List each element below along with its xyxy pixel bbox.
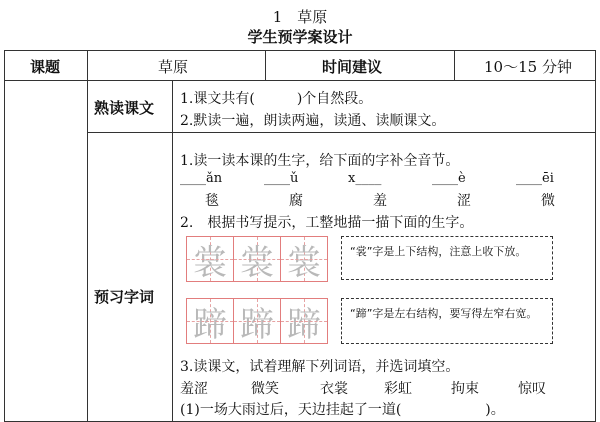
tracing-box-2: 裳 [233,236,281,282]
word-choice-6: 惊叹 [518,381,546,397]
read-label: 熟读课文 [94,99,155,117]
word-choice-2: 微笑 [251,381,279,397]
writing-tip-1: “裳”字是上下结构，注意上收下放。 [341,236,553,280]
topic-label: 课题 [30,58,61,76]
read-item-2: 2.默读一遍，朗读两遍，读通、读顺课文。 [180,113,446,129]
read-item-1: 1.课文共有( )个自然段。 [180,91,373,107]
word-choice-1: 羞涩 [180,381,208,397]
fill-sentence-1: (1)一场大雨过后，天边挂起了一道( )。 [180,402,505,418]
pinyin-blank-1: ____ǎn [180,171,223,186]
time-value: 10～15 分钟 [484,58,572,76]
tracing-box-3: 裳 [280,236,328,282]
tracing-box-6: 蹄 [280,298,328,344]
pinyin-blank-5: ____ēi [516,171,554,186]
tracing-box-4: 蹄 [186,298,234,344]
lesson-title: 1 草原 [272,8,328,26]
char-2: 腐 [289,193,303,209]
word-choice-5: 拘束 [451,381,479,397]
char-5: 微 [541,193,555,209]
pinyin-blank-2: ____ǔ [264,171,299,186]
tracing-box-1: 裳 [186,236,234,282]
topic-value: 草原 [158,58,189,76]
question-2: 2. 根据书写提示，工整地描一描下面的生字。 [180,215,474,231]
pinyin-blank-3: x____ [348,171,382,186]
page-subtitle: 学生预学案设计 [247,28,353,46]
topic-col [4,50,88,422]
word-choice-4: 彩虹 [384,381,412,397]
question-3: 3.读课文，试着理解下列词语，并选词填空。 [180,359,460,375]
writing-tip-2: “蹄”字是左右结构，要写得左窄右宽。 [341,298,553,344]
word-choice-3: 衣裳 [320,381,348,397]
tracing-box-5: 蹄 [233,298,281,344]
char-4: 涩 [457,193,471,209]
words-label: 预习字词 [94,288,155,306]
words-label-cell [87,132,173,422]
char-1: 毯 [205,193,219,209]
char-3: 羞 [373,193,387,209]
time-label: 时间建议 [322,58,383,76]
pinyin-blank-4: ____è [432,171,466,186]
question-1: 1.读一读本课的生字，给下面的字补全音节。 [180,153,460,169]
